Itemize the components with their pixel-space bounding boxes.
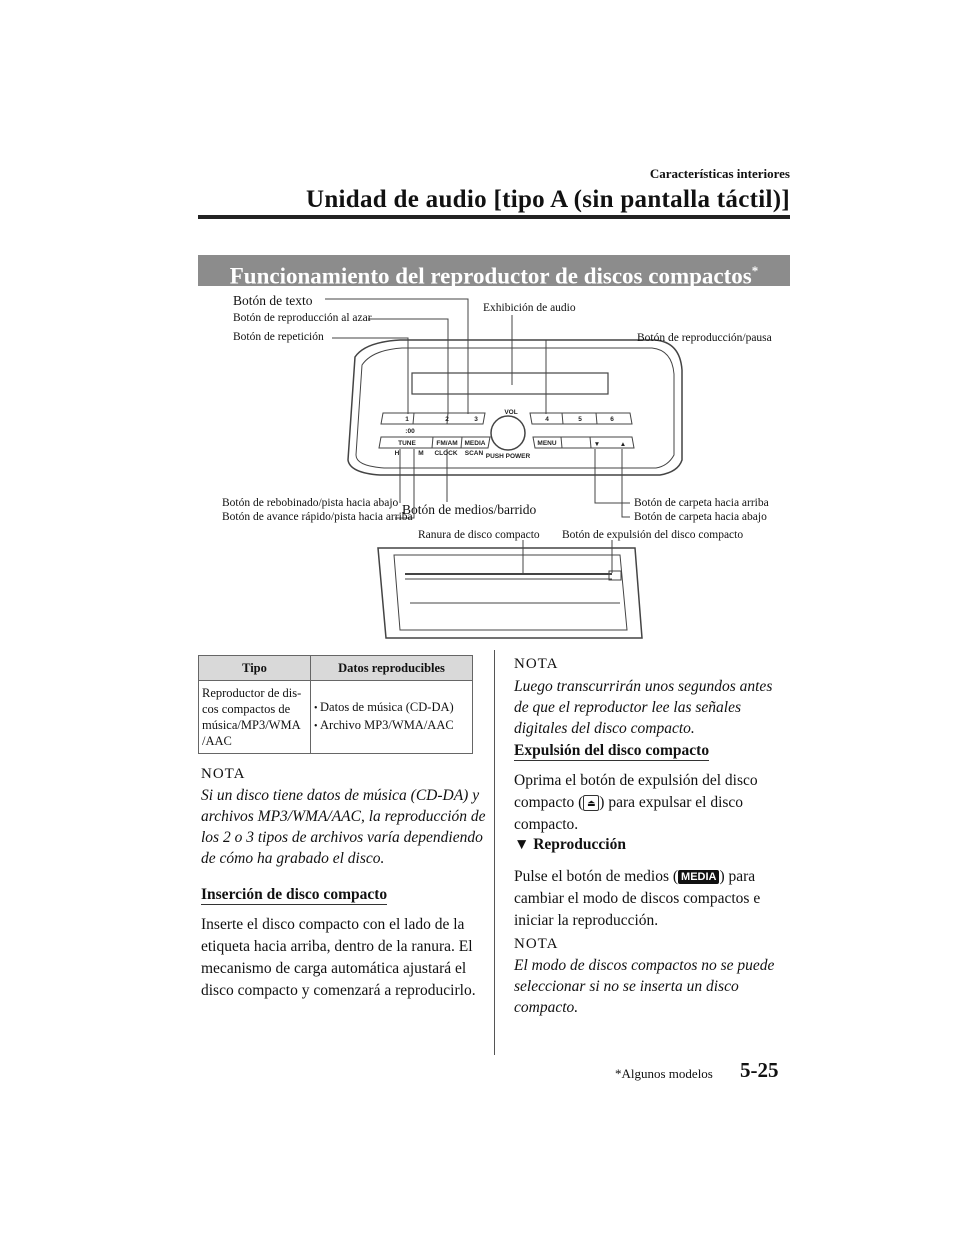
push-power-label: PUSH POWER (485, 453, 531, 460)
insert-heading: Inserción de disco compacto (201, 886, 388, 903)
preset-5-label: 5 (578, 416, 582, 423)
table-cell-data (311, 681, 473, 754)
banner-title: Funcionamiento del reproductor de discos compactos (229, 263, 752, 289)
table-header-row (199, 656, 473, 681)
folder-down-arrow: ▼ (593, 441, 601, 448)
preset-1-sublabel: :00 (405, 428, 415, 435)
media-label: MEDIA (464, 440, 486, 447)
insert-text: Inserte el disco compacto con el lado de la etiqueta hacia arriba, dentro de la ranura. El mecanismo de carga automática ajustará el disco compacto y comenzará a reproducirlo. (201, 916, 476, 999)
label-folder-up: Botón de carpeta hacia arriba (634, 497, 769, 509)
nota-heading-right-1: NOTA (514, 656, 559, 672)
eject-icon: ⏏ (583, 795, 599, 811)
preset-3-label: 3 (474, 416, 478, 423)
label-rewind: Botón de rebobinado/pista hacia abajo (222, 497, 399, 509)
nota-text-left: Si un disco tiene datos de música (CD-DA) y archivos MP3/WMA/AAC, la reproducción de los 2 o 3 tipos de archivos varía dependiendo de cómo ha grabado el disco. (201, 787, 486, 867)
preset-4-label: 4 (545, 416, 549, 423)
triangle-marker-icon: ▼ (514, 836, 530, 853)
label-random-button: Botón de reproducción al azar (233, 312, 372, 324)
preset-2-label: 2 (445, 416, 449, 423)
column-divider (494, 650, 495, 1055)
label-fast-forward: Botón de avance rápido/pista hacia arriba (222, 511, 413, 523)
page-number: 5-25 (740, 1058, 779, 1082)
label-play-pause: Botón de reproducción/pausa (637, 332, 772, 344)
footer-note: *Algunos modelos (615, 1066, 713, 1081)
label-media-scan: Botón de medios/barrido (402, 502, 537, 517)
table-header-type: Tipo (199, 656, 311, 681)
folder-up-arrow: ▲ (619, 441, 627, 448)
scan-label: SCAN (464, 450, 484, 457)
label-folder-down: Botón de carpeta hacia abajo (634, 511, 767, 523)
preset-1-label: 1 (405, 416, 409, 423)
preset-6-label: 6 (610, 416, 614, 423)
tune-label: TUNE (398, 440, 416, 447)
label-text-button: Botón de texto (233, 293, 313, 308)
page-title: Unidad de audio [tipo A (sin pantalla táctil)] (305, 186, 790, 213)
label-cd-eject: Botón de expulsión del disco compacto (562, 529, 744, 541)
vol-label: VOL (504, 409, 518, 416)
menu-label: MENU (537, 440, 557, 447)
nota-text-right-2: El modo de discos compactos no se puede seleccionar si no se inserta un disco compacto. (514, 957, 775, 1016)
play-text: Pulse el botón de medios ( MEDIA ) para cambiar el modo de discos compactos e iniciar la reproducción. (514, 868, 761, 929)
eject-text: Oprima el botón de expulsión del disco compacto ( ⏏ ) para expulsar el disco compacto. (514, 772, 758, 833)
play-heading: ▼ Reproducción (514, 836, 626, 853)
list-item: • Archivo MP3/WMA/AAC (314, 717, 469, 735)
h-label: H (394, 450, 400, 457)
fmam-label: FM/AM (436, 440, 458, 447)
media-button-icon: MEDIA (678, 870, 719, 884)
banner-asterisk: * (751, 263, 759, 278)
table-cell-type: Reproductor de dis-cos compactos de música/MP3/WMA /AAC (199, 681, 311, 754)
label-repeat-button: Botón de repetición (233, 331, 324, 343)
audio-unit-diagram (0, 290, 960, 650)
section-banner (198, 255, 790, 289)
nota-text-right-1: Luego transcurrirán unos segundos antes de que el reproductor lee las señales digitales del disco compacto. (514, 678, 773, 737)
m-label: M (418, 450, 424, 457)
label-audio-display: Exhibición de audio (483, 302, 576, 314)
section-title: Características interiores (649, 166, 790, 181)
nota-heading-right-2: NOTA (514, 936, 559, 952)
list-item: • Datos de música (CD-DA) (314, 699, 469, 717)
clock-label: CLOCK (434, 450, 458, 457)
header-divider (198, 215, 790, 219)
eject-heading: Expulsión del disco compacto (514, 742, 710, 759)
table-header-data: Datos reproducibles (311, 656, 473, 681)
label-cd-slot: Ranura de disco compacto (418, 529, 540, 541)
table-row (199, 681, 473, 754)
nota-heading-left: NOTA (201, 766, 246, 782)
playable-data-table (198, 655, 473, 754)
